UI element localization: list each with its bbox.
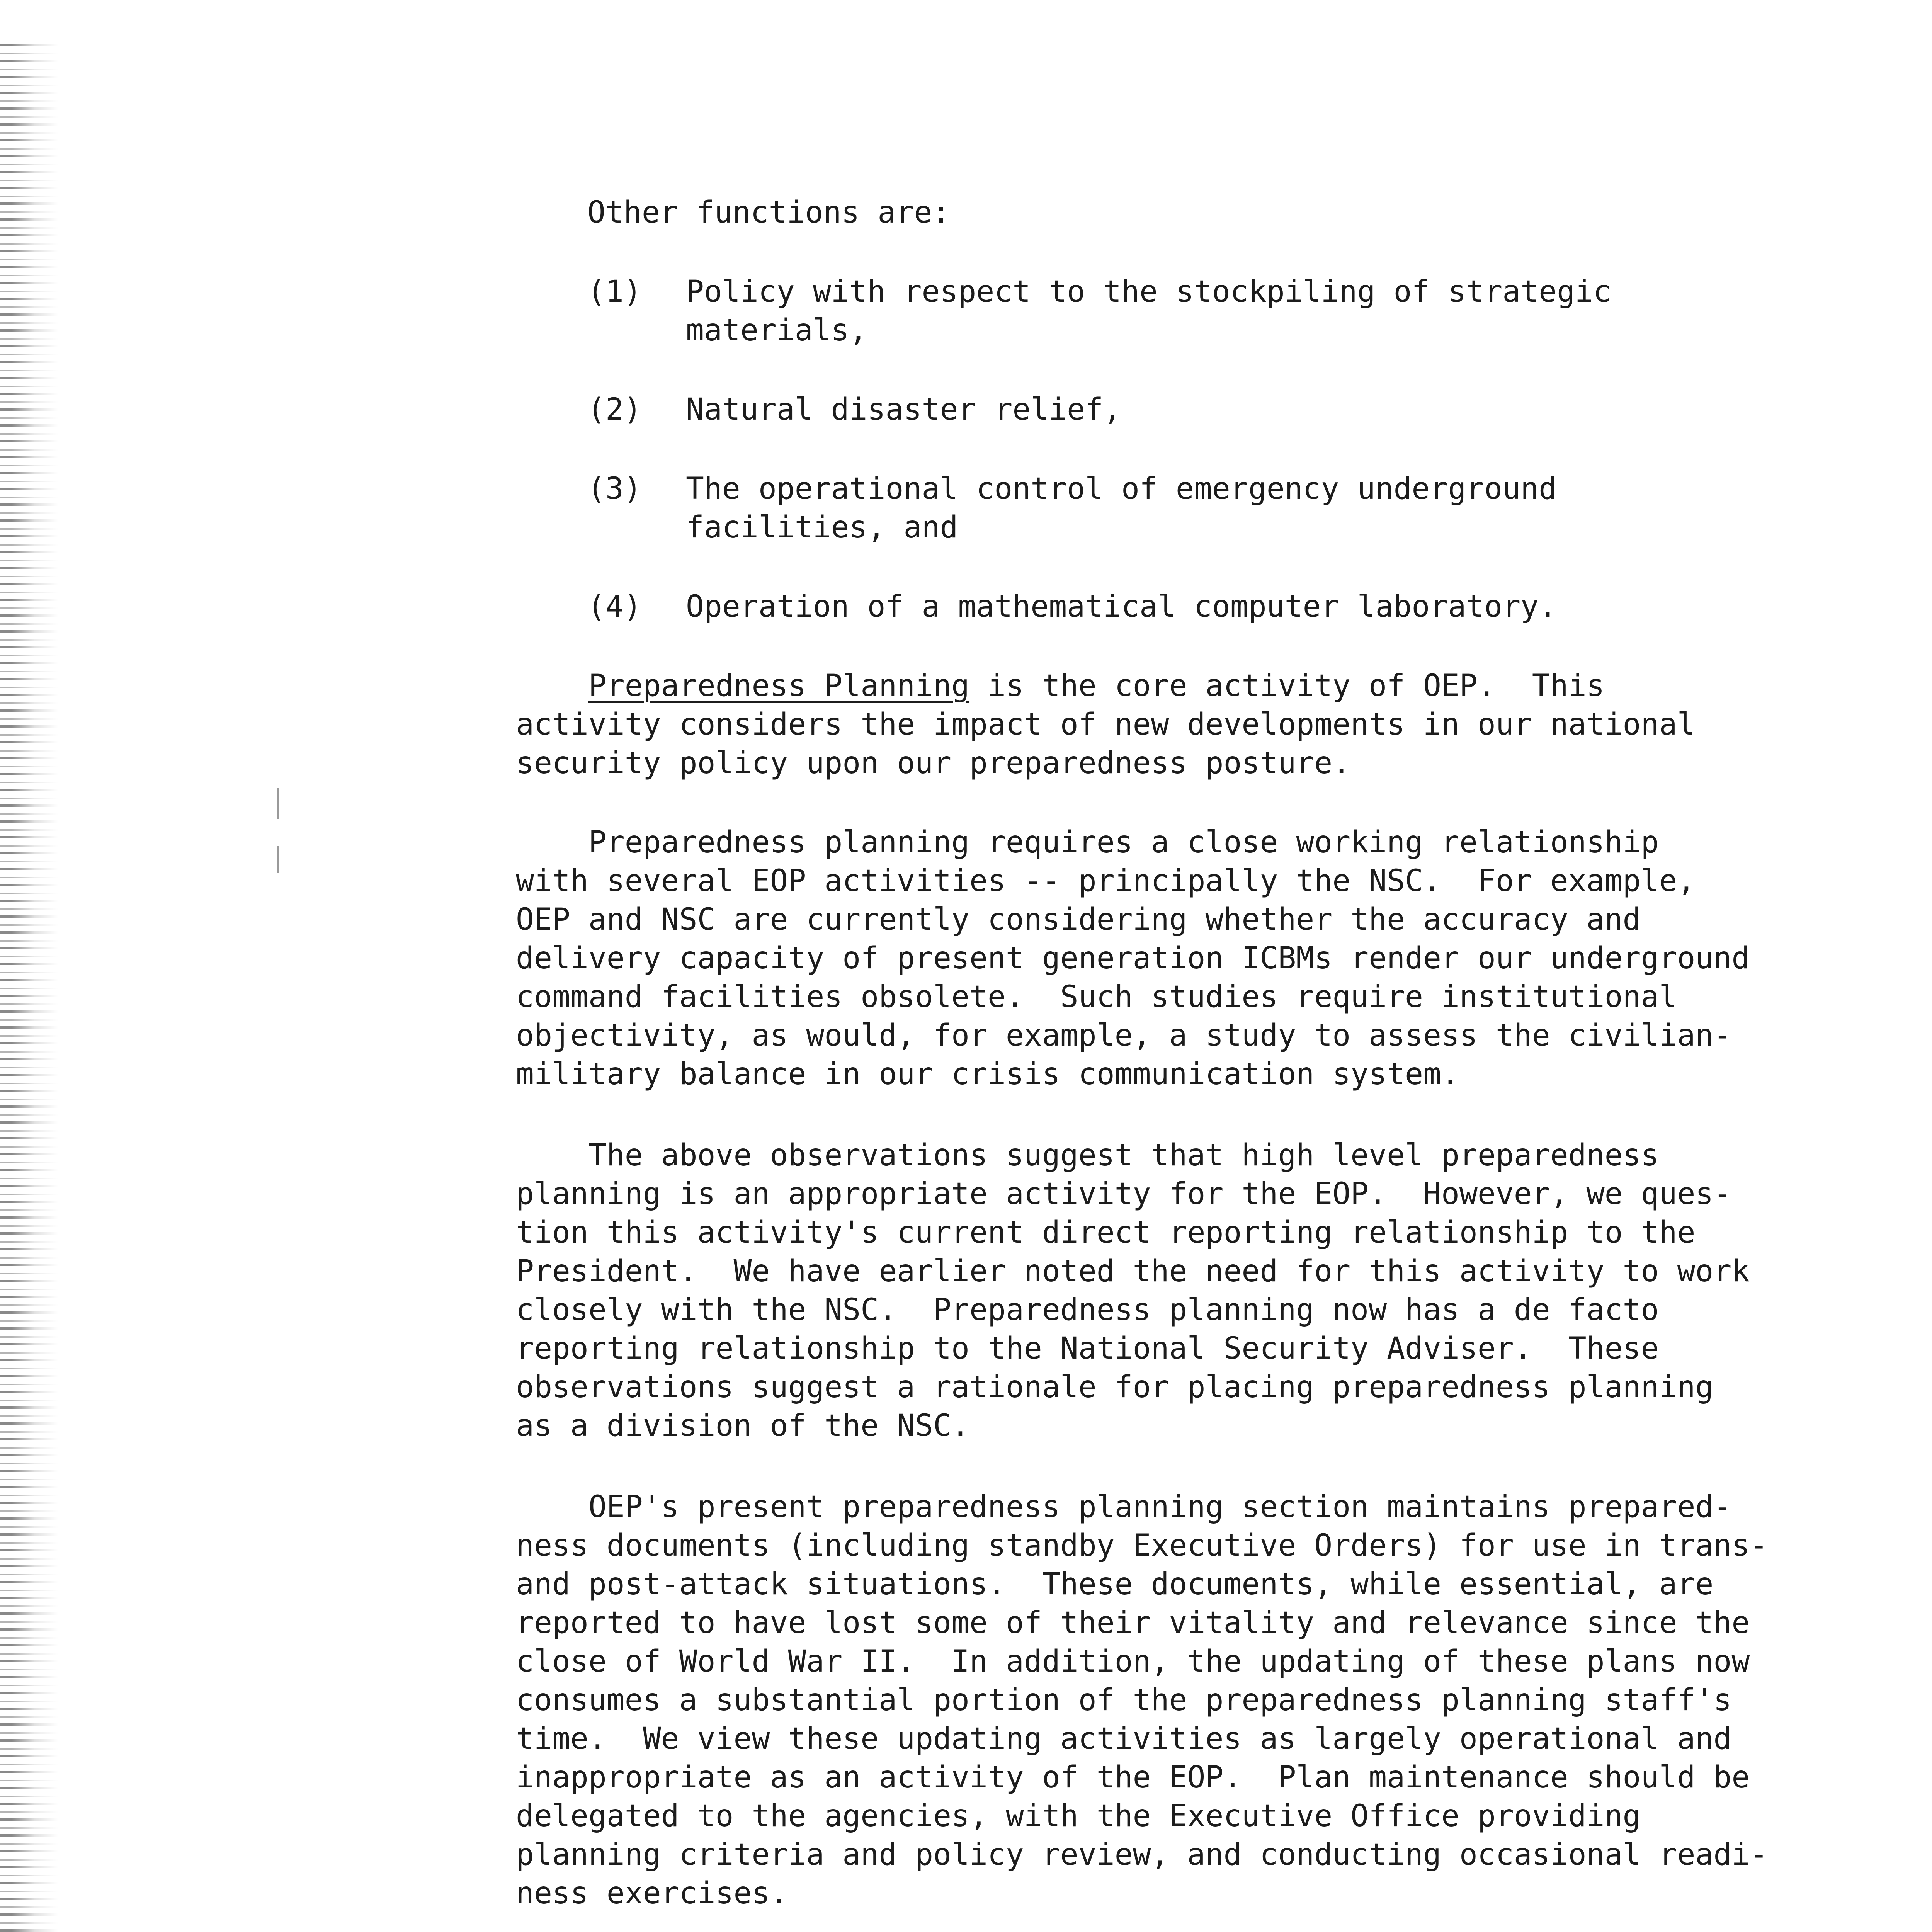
paragraph-line: security policy upon our preparedness posture. <box>516 746 1351 781</box>
paragraph-line: OEP's present preparedness planning section maintains prepared- <box>516 1490 1732 1524</box>
list-item-line: facilities, and <box>686 510 958 545</box>
section-heading: Preparedness Planning <box>588 668 970 703</box>
paragraph-line: planning criteria and policy review, and conducting occasional readi- <box>516 1837 1768 1872</box>
paragraph-line: delegated to the agencies, with the Executive Office providing <box>516 1799 1641 1833</box>
margin-mark <box>277 788 279 819</box>
paragraph-line: reporting relationship to the National Security Adviser. These <box>516 1331 1659 1366</box>
paragraph-line: planning is an appropriate activity for the EOP. However, we ques- <box>516 1177 1732 1211</box>
intro-text: Other functions are: <box>587 195 951 230</box>
paragraph-line: OEP and NSC are currently considering whether the accuracy and <box>516 902 1641 937</box>
paragraph-line: with several EOP activities -- principally the NSC. For example, <box>516 864 1696 898</box>
paragraph-line: and post-attack situations. These documents, while essential, are <box>516 1567 1714 1602</box>
paragraph <box>516 823 1750 1094</box>
paragraph-line: inappropriate as an activity of the EOP. Plan maintenance should be <box>516 1760 1750 1795</box>
paragraph-line: ness documents (including standby Executive Orders) for use in trans- <box>516 1528 1768 1563</box>
heading-sentence: is the core activity of OEP. This <box>969 668 1605 703</box>
list-item-line: Natural disaster relief, <box>686 392 1122 427</box>
paragraph-line: Preparedness planning requires a close working relationship <box>516 825 1659 860</box>
list-item-line: Policy with respect to the stockpiling of strategic <box>686 274 1611 309</box>
paragraph-line: reported to have lost some of their vitality and relevance since the <box>516 1605 1750 1640</box>
paragraph <box>516 1136 1750 1445</box>
list-item-number: (4) <box>587 589 642 624</box>
list-item-number: (3) <box>587 471 642 506</box>
scan-left-edge-artifact <box>0 39 58 1932</box>
paragraph <box>516 1488 1768 1913</box>
paragraph-line: observations suggest a rationale for placing preparedness planning <box>516 1370 1714 1405</box>
paragraph-line: as a division of the NSC. <box>516 1408 969 1443</box>
paragraph-line: President. We have earlier noted the need for this activity to work <box>516 1254 1750 1289</box>
list-item-number: (1) <box>587 274 642 309</box>
paragraph-line: activity considers the impact of new developments in our national <box>516 707 1696 742</box>
paragraph-line: The above observations suggest that high level preparedness <box>516 1138 1659 1173</box>
list-item-line: Operation of a mathematical computer laboratory. <box>686 589 1557 624</box>
paragraph-line: command facilities obsolete. Such studies require institutional <box>516 980 1677 1014</box>
paragraph-line: delivery capacity of present generation ICBMs render our underground <box>516 941 1750 976</box>
paragraph-line: time. We view these updating activities as largely operational and <box>516 1721 1732 1756</box>
list-item-line: materials, <box>686 313 867 348</box>
paragraph-line: objectivity, as would, for example, a study to assess the civilian- <box>516 1018 1732 1053</box>
paragraph-line: close of World War II. In addition, the updating of these plans now <box>516 1644 1750 1679</box>
paragraph-line: ness exercises. <box>516 1876 788 1911</box>
paragraph-line: tion this activity's current direct reporting relationship to the <box>516 1215 1696 1250</box>
margin-mark <box>277 846 279 873</box>
paragraph-preparedness-planning <box>516 667 1695 782</box>
paragraph-line: military balance in our crisis communication system. <box>516 1057 1459 1092</box>
list-item-line: The operational control of emergency underground <box>686 471 1557 506</box>
list-item-number: (2) <box>587 392 642 427</box>
paragraph-line: closely with the NSC. Preparedness planning now has a de facto <box>516 1293 1659 1327</box>
paragraph-line <box>516 667 1695 705</box>
paragraph-line: consumes a substantial portion of the preparedness planning staff's <box>516 1683 1732 1718</box>
